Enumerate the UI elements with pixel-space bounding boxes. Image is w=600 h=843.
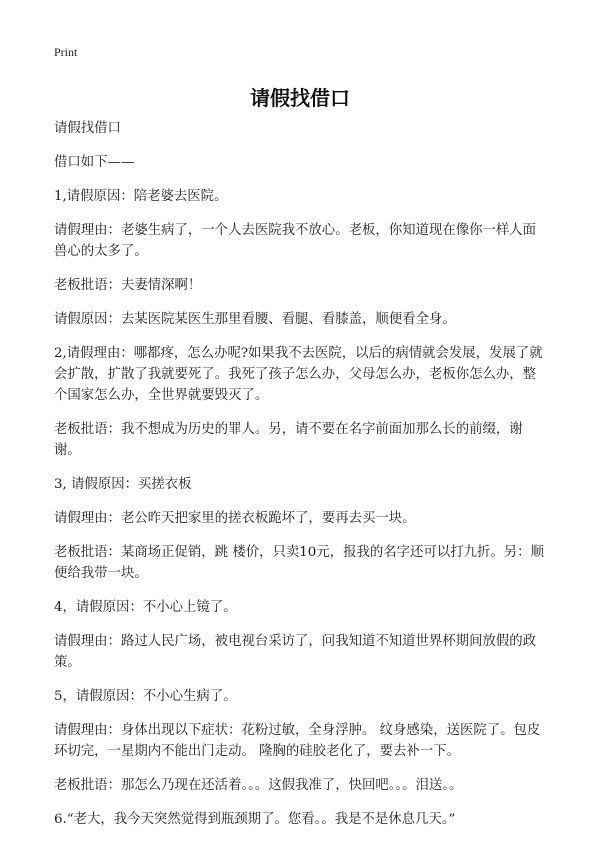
paragraph: 老板批语：我不想成为历史的罪人。另，请不要在名字前面加那么长的前缀，谢谢。 [54,422,523,458]
paragraph: 老板批语：那怎么乃现在还活着。。。这假我准了，快回吧。。。泪送。。 [54,778,463,793]
paragraph: 请假理由：老婆生病了，一个人去医院我不放心。老板，你知道现在像你一样人面兽心的太多了。 [54,223,537,259]
paragraph: 1,请假原因：陪老婆去医院。 [54,189,228,204]
paragraph: 请假原因：去某医院某医生那里看腰、看腿、看膝盖，顺便看全身。 [54,312,456,327]
document-body [54,118,546,843]
paragraph: 老板批语：夫妻情深啊！ [54,278,202,293]
paragraph: 6.“老大，我今天突然觉得到瓶颈期了。您看。。我是不是休息几天。” [54,812,456,827]
paragraph: 借口如下—— [54,155,135,170]
paragraph: 老板批语：某商场正促销，跳 楼价，只卖10元，报我的名字还可以打九折。另：顺便给我带一块。 [54,545,544,581]
document-title: 请假找借口 [250,86,350,110]
print-link[interactable]: Print [54,45,78,59]
paragraph: 请假理由：身体出现以下症状：花粉过敏，全身浮肿。 纹身感染，送医院了。包皮环切完，一星期内不能出门走动。 隆胸的硅胶老化了，要去补一下。 [54,723,541,759]
paragraph: 请假找借口 [54,121,121,136]
paragraph: 请假理由：路过人民广场，被电视台采访了，问我知道不知道世界杯期间放假的政策。 [54,634,537,670]
paragraph: 2,请假理由：哪都疼，怎么办呢?如果我不去医院，以后的病情就会发展，发展了就会扩散，扩散了我就要死了。我死了孩子怎么办，父母怎么办，老板你怎么办，整个国家怎么办，全世界就要毁灭了。 [54,346,543,403]
paragraph: 4，请假原因：不小心上镜了。 [54,600,237,615]
paragraph: 3, 请假原因：买搓衣板 [54,477,192,492]
paragraph: 请假理由：老公昨天把家里的搓衣板跪坏了，要再去买一块。 [54,511,416,526]
paragraph: 5，请假原因：不小心生病了。 [54,689,237,704]
